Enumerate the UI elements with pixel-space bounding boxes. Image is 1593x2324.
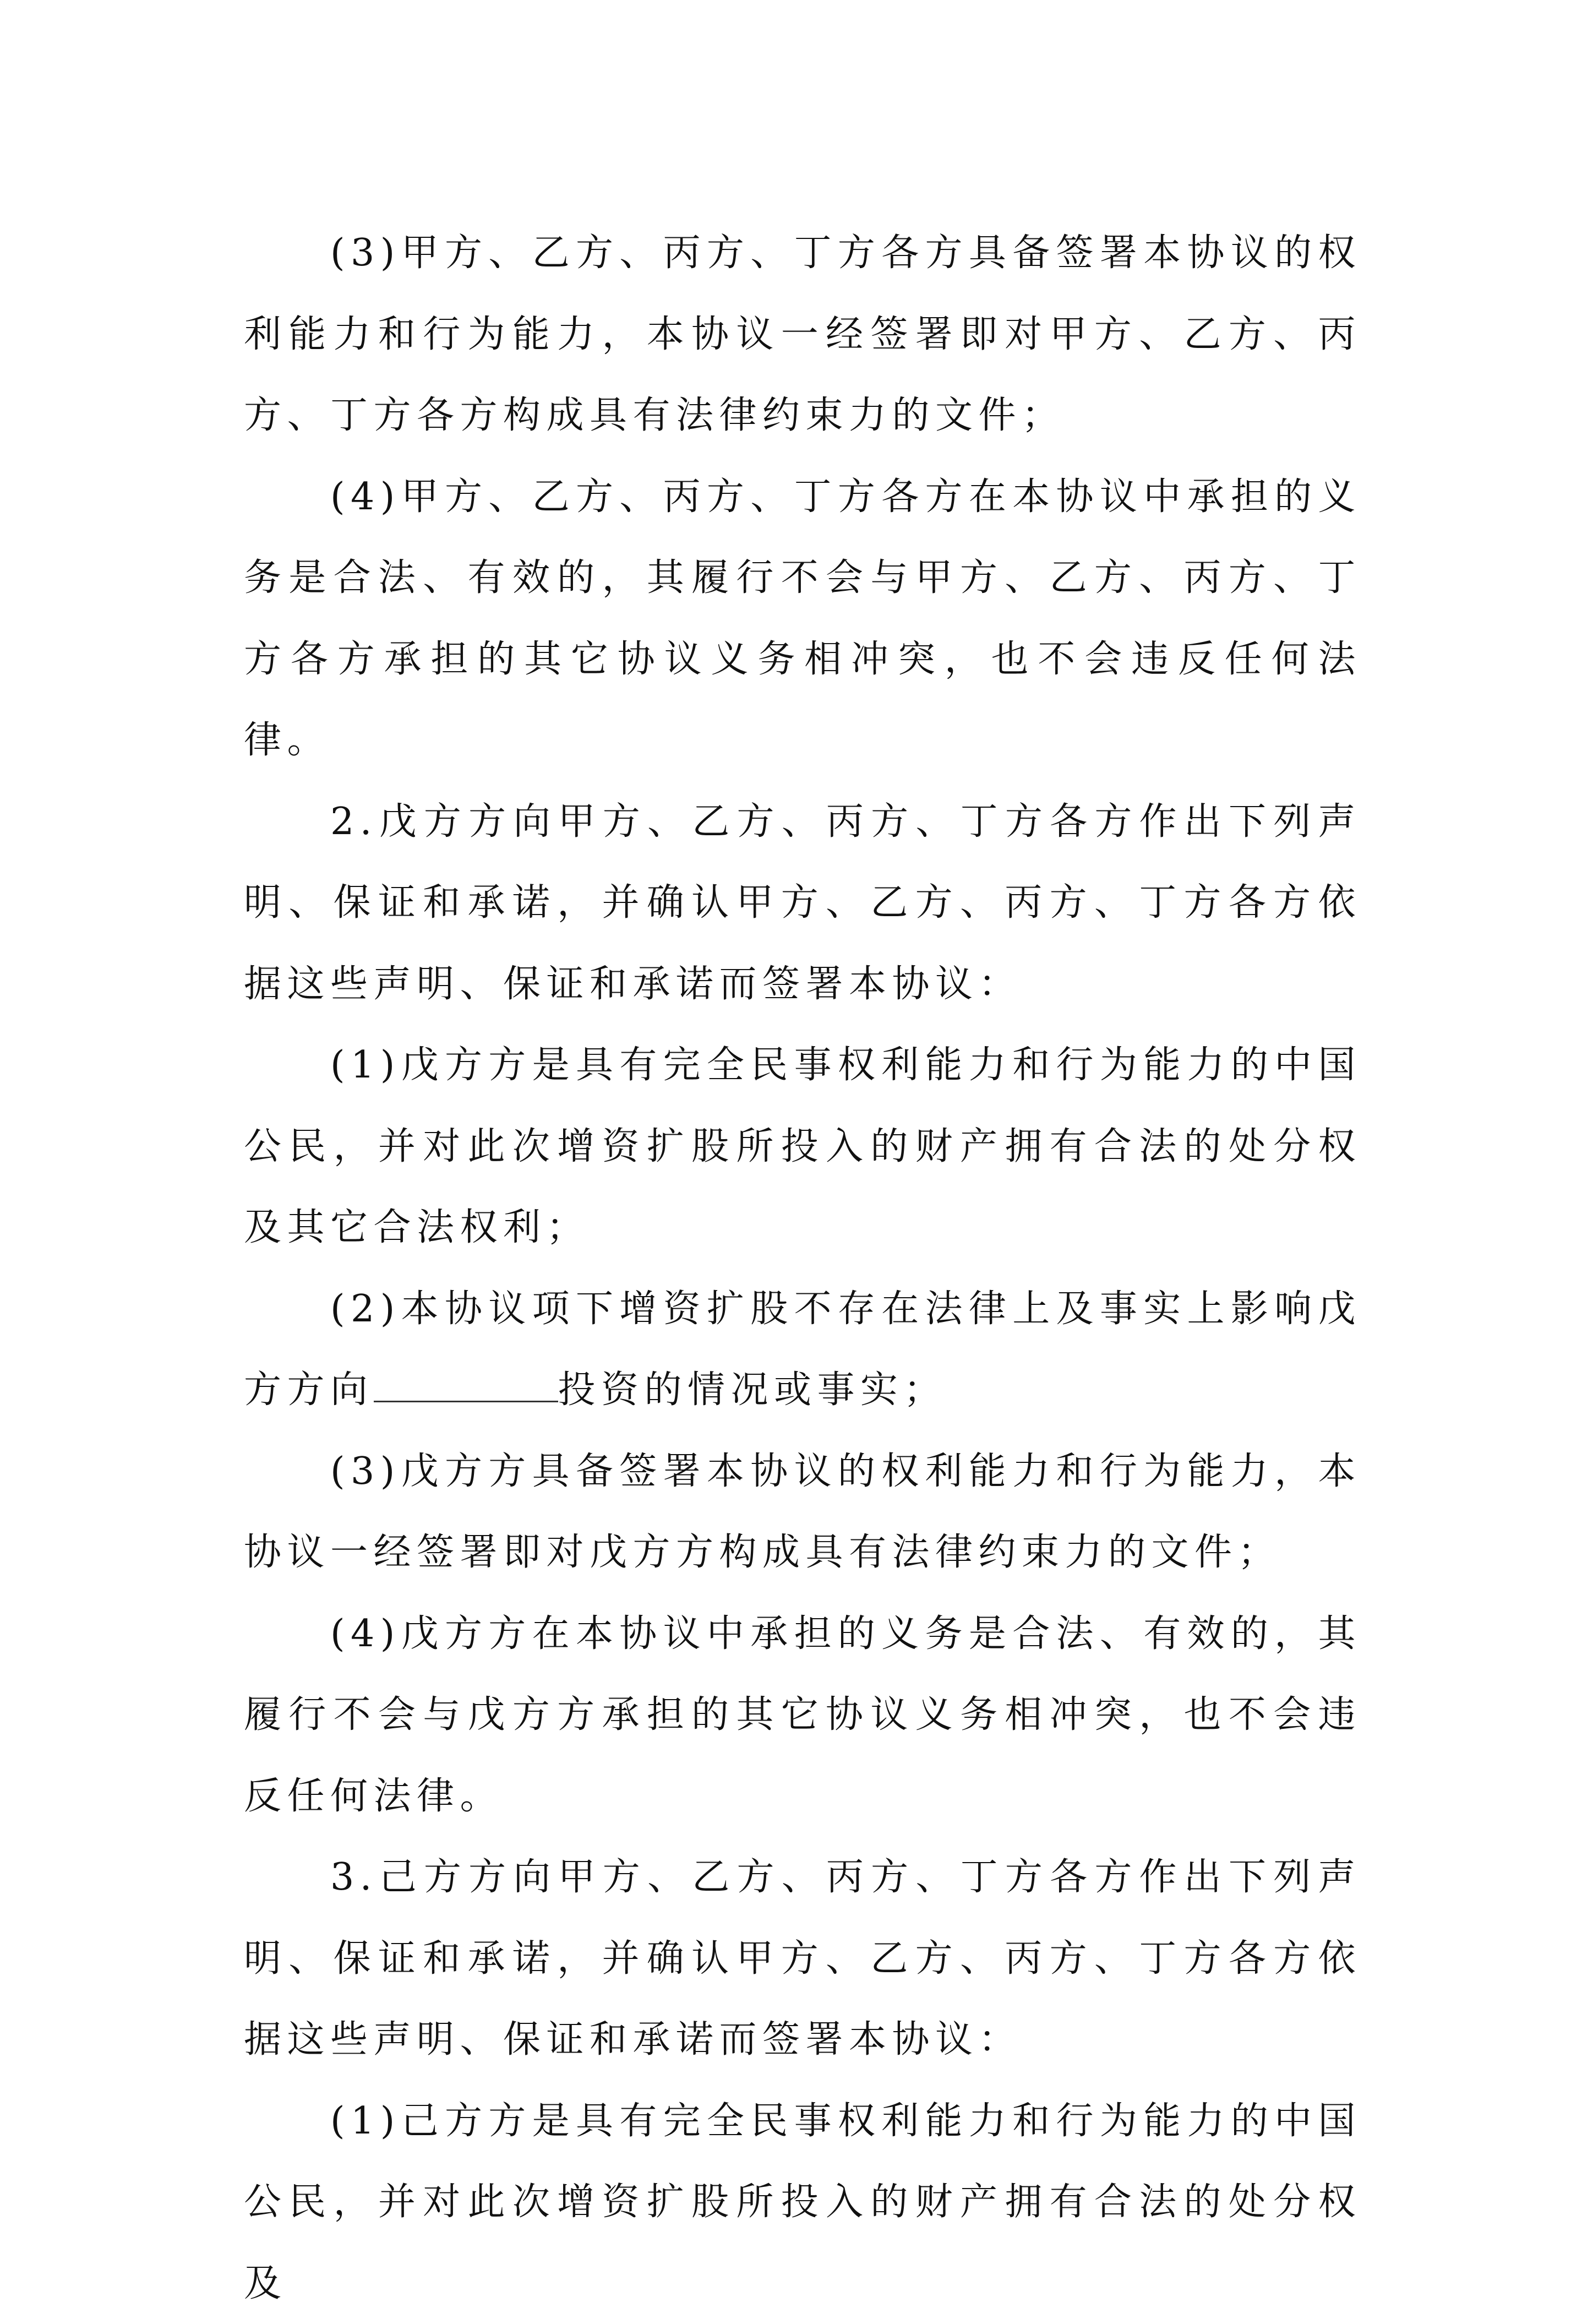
paragraph-6: (3)戊方方具备签署本协议的权利能力和行为能力，本协议一经签署即对戊方方构成具有法律约束力的文件； (244, 1431, 1361, 1593)
paragraph-5 (244, 1269, 1361, 1431)
paragraph-3: 2.戊方方向甲方、乙方、丙方、丁方各方作出下列声明、保证和承诺，并确认甲方、乙方、丙方、丁方各方依据这些声明、保证和承诺而签署本协议： (244, 781, 1361, 1025)
paragraph-5-after: 投资的情况或事实； (558, 1368, 947, 1412)
paragraph-1: (3)甲方、乙方、丙方、丁方各方具备签署本协议的权利能力和行为能力，本协议一经签署即对甲方、乙方、丙方、丁方各方构成具有法律约束力的文件； (244, 213, 1361, 456)
paragraph-7: (4)戊方方在本协议中承担的义务是合法、有效的，其履行不会与戊方方承担的其它协议义务相冲突，也不会违反任何法律。 (244, 1593, 1361, 1837)
paragraph-8: 3.己方方向甲方、乙方、丙方、丁方各方作出下列声明、保证和承诺，并确认甲方、乙方、丙方、丁方各方依据这些声明、保证和承诺而签署本协议： (244, 1837, 1361, 2081)
document-body (244, 213, 1361, 2324)
paragraph-9: (1)己方方是具有完全民事权利能力和行为能力的中国公民，并对此次增资扩股所投入的财产拥有合法的处分权及 (244, 2081, 1361, 2324)
paragraph-4: (1)戊方方是具有完全民事权利能力和行为能力的中国公民，并对此次增资扩股所投入的财产拥有合法的处分权及其它合法权利； (244, 1025, 1361, 1269)
paragraph-2: (4)甲方、乙方、丙方、丁方各方在本协议中承担的义务是合法、有效的，其履行不会与甲方、乙方、丙方、丁方各方承担的其它协议义务相冲突，也不会违反任何法律。 (244, 456, 1361, 781)
blank-fill-line (374, 1369, 558, 1402)
paragraph-5-before: (2)本协议项下增资扩股不存在法律上及事实上影响戊方方向 (244, 1287, 1361, 1412)
